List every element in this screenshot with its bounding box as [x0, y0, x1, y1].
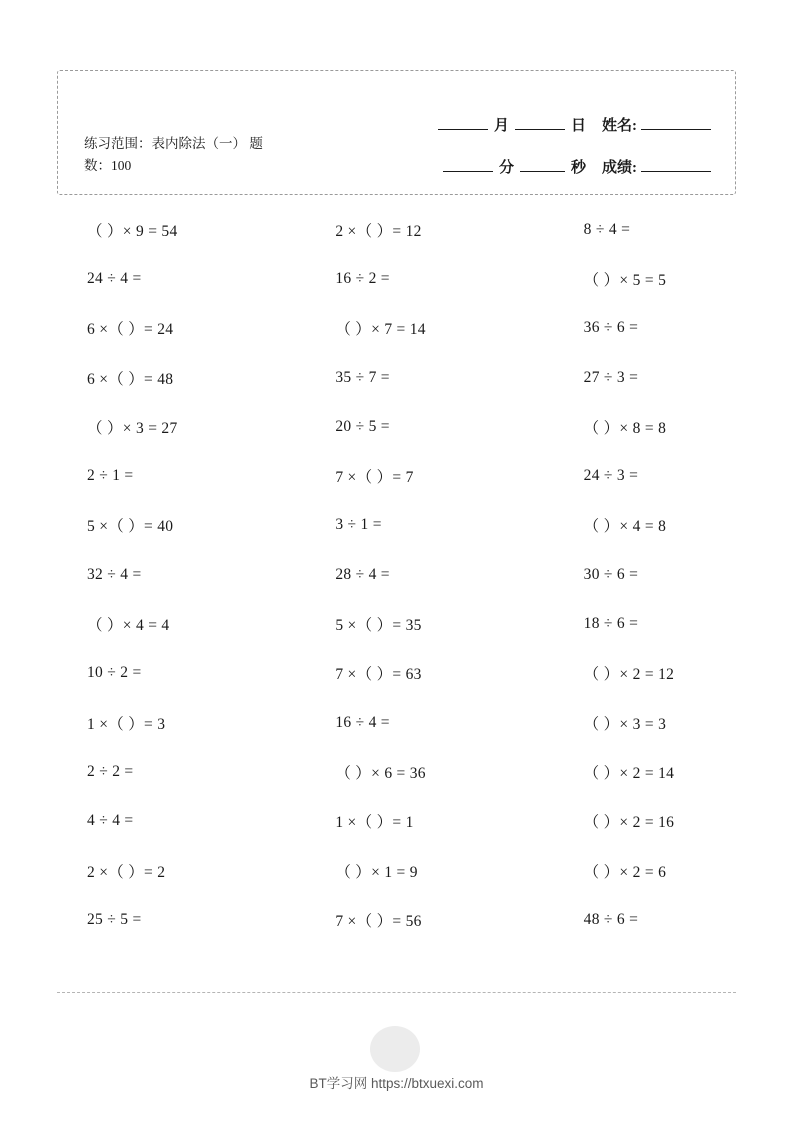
problem-text: 5 ×（ ）= 40: [87, 518, 174, 536]
header-info-box: [57, 70, 736, 195]
problem-text: （ ）× 2 = 14: [583, 764, 675, 782]
problem-cell: [57, 649, 283, 698]
problem-cell: [510, 254, 736, 303]
footer-logo-circle: [370, 1026, 420, 1072]
problem-text: 25 ÷ 5 =: [87, 910, 142, 928]
problem-text: 20 ÷ 5 =: [335, 417, 390, 435]
problem-cell: [283, 649, 509, 698]
problem-cell: [510, 501, 736, 550]
problem-cell: [57, 599, 283, 648]
problem-text: 24 ÷ 3 =: [583, 467, 639, 485]
problem-text: （ ）× 2 = 16: [583, 814, 675, 832]
problem-text: 7 ×（ ）= 56: [335, 912, 422, 930]
problem-text: （ ）× 4 = 4: [87, 617, 170, 635]
problem-text: 16 ÷ 2 =: [335, 269, 390, 287]
problem-text: 2 ÷ 1 =: [87, 467, 134, 485]
problem-text: 6 ×（ ）= 48: [87, 370, 174, 388]
problem-cell: [283, 451, 509, 500]
problem-text: 7 ×（ ）= 63: [335, 666, 422, 684]
problem-text: （ ）× 3 = 27: [87, 419, 178, 437]
problem-cell: [57, 550, 283, 599]
footer-divider: [57, 992, 736, 993]
second-blank[interactable]: [520, 171, 565, 172]
problem-text: 18 ÷ 6 =: [583, 615, 639, 633]
problem-cell: [283, 846, 509, 895]
problem-text: 3 ÷ 1 =: [335, 516, 382, 534]
second-label: 秒: [570, 160, 586, 176]
problem-cell: [57, 797, 283, 846]
problem-cell: [283, 698, 509, 747]
problem-cell: [57, 846, 283, 895]
problem-cell: [57, 353, 283, 402]
problem-cell: [283, 599, 509, 648]
problem-cell: [510, 649, 736, 698]
problem-text: （ ）× 7 = 14: [335, 321, 426, 339]
practice-scope-line1: 练习范围：表内除法（一） 题: [84, 136, 263, 151]
problem-text: 36 ÷ 6 =: [583, 319, 639, 337]
problem-text: 5 ×（ ）= 35: [335, 617, 422, 635]
problem-cell: [57, 205, 283, 254]
problem-cell: [283, 501, 509, 550]
problem-cell: [57, 402, 283, 451]
problem-cell: [510, 451, 736, 500]
problem-cell: [510, 304, 736, 353]
problem-text: 32 ÷ 4 =: [87, 565, 142, 583]
problem-cell: [510, 698, 736, 747]
problem-cell: [57, 747, 283, 796]
problem-text: （ ）× 4 = 8: [583, 518, 667, 536]
problem-cell: [57, 451, 283, 500]
problem-cell: [57, 501, 283, 550]
problem-text: （ ）× 8 = 8: [583, 419, 667, 437]
problem-cell: [283, 304, 509, 353]
problem-cell: [510, 895, 736, 944]
day-blank[interactable]: [515, 129, 565, 130]
problem-text: （ ）× 3 = 3: [583, 715, 667, 733]
problem-text: 2 ×（ ）= 2: [87, 863, 166, 881]
problem-text: 2 ×（ ）= 12: [335, 222, 422, 240]
problem-cell: [283, 254, 509, 303]
problem-cell: [510, 353, 736, 402]
student-meta: [385, 93, 715, 177]
problem-cell: [510, 599, 736, 648]
problem-text: 1 ×（ ）= 1: [335, 814, 414, 832]
problem-text: 30 ÷ 6 =: [583, 565, 639, 583]
score-label: 成绩:: [602, 160, 637, 176]
problem-cell: [283, 895, 509, 944]
problem-cell: [57, 254, 283, 303]
problem-text: 48 ÷ 6 =: [583, 910, 639, 928]
problem-cell: [283, 797, 509, 846]
problem-cell: [510, 550, 736, 599]
day-label: 日: [570, 118, 586, 134]
problem-text: 10 ÷ 2 =: [87, 664, 142, 682]
footer-credit: BT学习网 https://btxuexi.com: [309, 1076, 484, 1091]
score-blank[interactable]: [641, 171, 711, 172]
minute-label: 分: [498, 160, 514, 176]
problem-text: 4 ÷ 4 =: [87, 812, 134, 830]
problem-text: 35 ÷ 7 =: [335, 368, 390, 386]
problem-cell: [510, 205, 736, 254]
problem-cell: [283, 747, 509, 796]
month-blank[interactable]: [438, 129, 488, 130]
problem-text: （ ）× 5 = 5: [583, 271, 667, 289]
problem-text: 24 ÷ 4 =: [87, 269, 142, 287]
problem-text: （ ）× 6 = 36: [335, 764, 426, 782]
problem-cell: [283, 205, 509, 254]
problem-cell: [57, 698, 283, 747]
problem-text: 2 ÷ 2 =: [87, 762, 134, 780]
minute-blank[interactable]: [443, 171, 493, 172]
problem-text: 7 ×（ ）= 7: [335, 469, 414, 487]
problem-text: （ ）× 1 = 9: [335, 863, 418, 881]
problem-cell: [510, 402, 736, 451]
problem-text: 27 ÷ 3 =: [583, 368, 639, 386]
problem-cell: [283, 402, 509, 451]
month-label: 月: [493, 118, 509, 134]
problem-text: （ ）× 2 = 6: [583, 863, 667, 881]
problem-text: 6 ×（ ）= 24: [87, 321, 174, 339]
name-label: 姓名:: [602, 118, 637, 134]
problem-cell: [510, 747, 736, 796]
problem-text: 1 ×（ ）= 3: [87, 715, 166, 733]
practice-scope: [84, 133, 334, 177]
practice-scope-line2: 数：100: [84, 158, 132, 173]
problem-cell: [510, 846, 736, 895]
problems-grid: [57, 205, 736, 944]
problem-cell: [283, 550, 509, 599]
problem-text: 16 ÷ 4 =: [335, 713, 390, 731]
problem-text: 8 ÷ 4 =: [583, 220, 631, 238]
problem-text: 28 ÷ 4 =: [335, 565, 390, 583]
problem-cell: [283, 353, 509, 402]
date-row: [385, 93, 715, 135]
problem-cell: [57, 304, 283, 353]
problem-text: （ ）× 2 = 12: [583, 666, 675, 684]
name-blank[interactable]: [641, 129, 711, 130]
time-row: [385, 135, 715, 177]
problem-cell: [510, 797, 736, 846]
problem-cell: [57, 895, 283, 944]
problem-text: （ ）× 9 = 54: [87, 222, 178, 240]
